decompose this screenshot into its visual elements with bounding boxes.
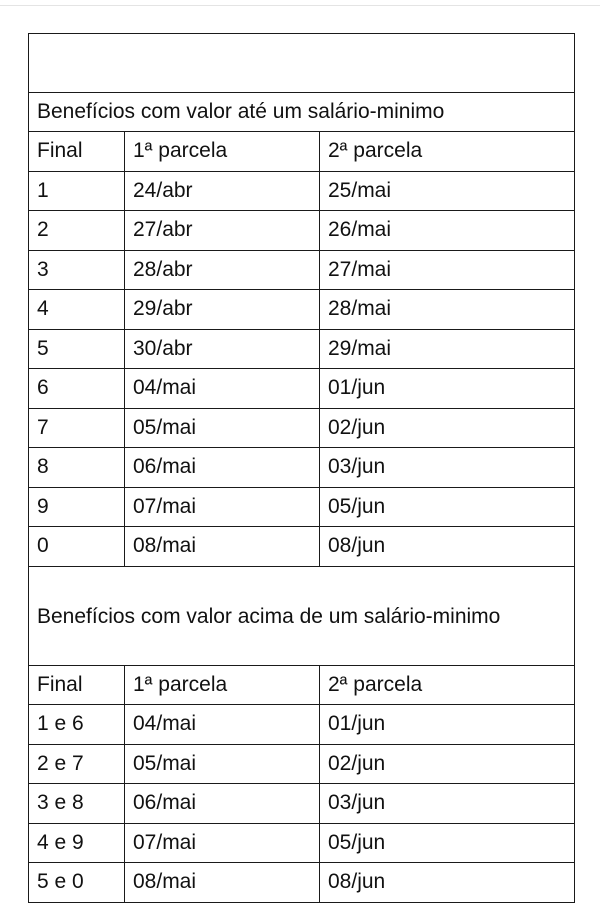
second-installment-cell: 08/jun (320, 527, 575, 567)
column-header-second-installment: 2ª parcela (320, 132, 575, 172)
final-cell: 3 (29, 250, 125, 290)
second-installment-cell: 25/mai (320, 171, 575, 211)
column-header-first-installment: 1ª parcela (125, 665, 320, 705)
table-row (29, 705, 575, 745)
blank-cell (29, 34, 575, 93)
table-row (29, 487, 575, 527)
section1-title-row (29, 93, 575, 132)
table-row (29, 823, 575, 863)
second-installment-cell: 03/jun (320, 448, 575, 488)
second-installment-cell: 27/mai (320, 250, 575, 290)
first-installment-cell: 06/mai (125, 448, 320, 488)
first-installment-cell: 27/abr (125, 211, 320, 251)
final-cell: 1 (29, 171, 125, 211)
first-installment-cell: 30/abr (125, 329, 320, 369)
section2-title-row (29, 566, 575, 665)
first-installment-cell: 04/mai (125, 369, 320, 409)
page-top-divider (0, 5, 600, 6)
second-installment-cell: 01/jun (320, 369, 575, 409)
final-cell: 4 e 9 (29, 823, 125, 863)
second-installment-cell: 26/mai (320, 211, 575, 251)
second-installment-cell: 29/mai (320, 329, 575, 369)
first-installment-cell: 07/mai (125, 487, 320, 527)
final-cell: 0 (29, 527, 125, 567)
first-installment-cell: 08/mai (125, 527, 320, 567)
table-row (29, 290, 575, 330)
final-cell: 5 e 0 (29, 863, 125, 903)
first-installment-cell: 08/mai (125, 863, 320, 903)
table-row (29, 527, 575, 567)
column-header-final: Final (29, 132, 125, 172)
table-blank-row (29, 34, 575, 93)
table-row (29, 784, 575, 824)
final-cell: 8 (29, 448, 125, 488)
first-installment-cell: 07/mai (125, 823, 320, 863)
final-cell: 4 (29, 290, 125, 330)
table-row (29, 211, 575, 251)
section2-title: Benefícios com valor acima de um salário-minimo (29, 566, 575, 665)
column-header-second-installment: 2ª parcela (320, 665, 575, 705)
second-installment-cell: 01/jun (320, 705, 575, 745)
section1-header-row (29, 132, 575, 172)
payment-schedule-table (28, 33, 575, 903)
table-row (29, 744, 575, 784)
first-installment-cell: 05/mai (125, 408, 320, 448)
table-row (29, 250, 575, 290)
final-cell: 2 e 7 (29, 744, 125, 784)
final-cell: 2 (29, 211, 125, 251)
first-installment-cell: 05/mai (125, 744, 320, 784)
table-row (29, 448, 575, 488)
first-installment-cell: 29/abr (125, 290, 320, 330)
section1-title: Benefícios com valor até um salário-minimo (29, 93, 575, 132)
second-installment-cell: 05/jun (320, 823, 575, 863)
section2-header-row (29, 665, 575, 705)
first-installment-cell: 06/mai (125, 784, 320, 824)
table-row (29, 369, 575, 409)
first-installment-cell: 04/mai (125, 705, 320, 745)
second-installment-cell: 05/jun (320, 487, 575, 527)
second-installment-cell: 02/jun (320, 744, 575, 784)
table-row (29, 408, 575, 448)
table-row (29, 863, 575, 903)
second-installment-cell: 08/jun (320, 863, 575, 903)
final-cell: 1 e 6 (29, 705, 125, 745)
final-cell: 7 (29, 408, 125, 448)
second-installment-cell: 02/jun (320, 408, 575, 448)
table-row (29, 171, 575, 211)
final-cell: 6 (29, 369, 125, 409)
first-installment-cell: 28/abr (125, 250, 320, 290)
second-installment-cell: 03/jun (320, 784, 575, 824)
column-header-first-installment: 1ª parcela (125, 132, 320, 172)
final-cell: 5 (29, 329, 125, 369)
first-installment-cell: 24/abr (125, 171, 320, 211)
final-cell: 9 (29, 487, 125, 527)
final-cell: 3 e 8 (29, 784, 125, 824)
second-installment-cell: 28/mai (320, 290, 575, 330)
table-row (29, 329, 575, 369)
column-header-final: Final (29, 665, 125, 705)
